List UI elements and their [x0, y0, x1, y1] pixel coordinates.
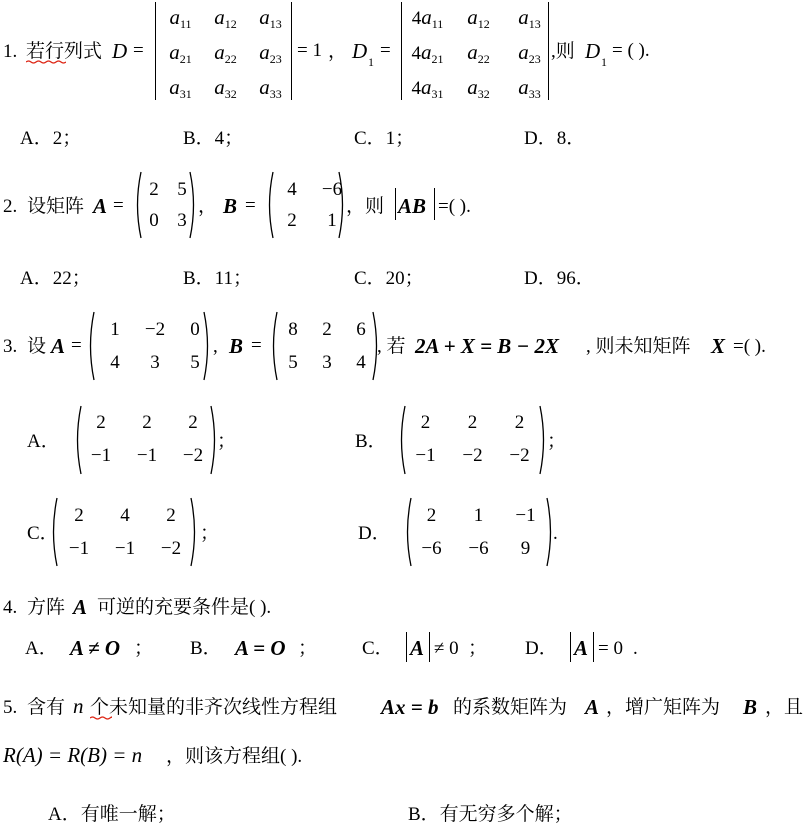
matrix-cell: −1 [136, 445, 158, 466]
q2-det-expr: AB [398, 194, 427, 218]
left-paren [398, 406, 406, 474]
matrix-cell: 2 [96, 412, 106, 433]
q5-rank-expr: R(A) = R(B) = n [3, 743, 143, 767]
q4-c-A: A [410, 636, 425, 660]
q3-option-c-label: C． [27, 523, 59, 544]
q5-option-b: B．有无穷多个解； [408, 804, 573, 825]
matrix-cell: 4 [120, 505, 130, 526]
matrix-cell: $a_{13}$ [259, 5, 282, 31]
q3-option-c-end: ； [200, 523, 220, 544]
matrix-cell: −2 [144, 319, 166, 340]
q2-option-a: A．22； [20, 268, 91, 289]
matrix-cell: $4a_{11}$ [411, 5, 444, 31]
q2-det-left-bar [395, 188, 396, 220]
q2-B-eq: = [245, 195, 256, 216]
q4-number: 4. [3, 597, 18, 618]
matrix-cell: 2 [188, 412, 198, 433]
matrix-cell: −2 [509, 445, 530, 466]
q1-number: 1. [3, 41, 18, 62]
matrix-cell: 2 [426, 505, 437, 526]
q1-ask-sub: 1 [601, 55, 607, 69]
q1-option-b: B．4； [183, 128, 244, 149]
q1-D1-eq: = [380, 40, 391, 61]
left-paren [50, 498, 58, 566]
q3-ask-tail: =( ). [733, 336, 766, 357]
matrix-cell: 2 [467, 412, 478, 433]
q5-line1-e: ，且 [765, 697, 804, 718]
q2-then: ，则 [346, 196, 385, 217]
q3-equation: 2A + X = B − 2X [415, 334, 560, 358]
matrix-cell: −2 [462, 445, 483, 466]
matrix-cell: −1 [90, 445, 112, 466]
q3-option-a-end: ； [217, 431, 237, 452]
q5-Ax-b: Ax = b [381, 695, 439, 719]
q3-A-symbol: A [51, 334, 66, 358]
matrix-cell: −1 [114, 538, 136, 559]
matrix-cell: 1 [110, 319, 120, 340]
matrix-cell: $a_{22}$ [214, 40, 237, 66]
left-paren [74, 406, 82, 474]
q4-option-a-label: A． [25, 638, 58, 659]
q5-number: 5. [3, 697, 18, 718]
matrix-cell: 6 [356, 319, 366, 340]
matrix-cell: $a_{23}$ [259, 40, 282, 66]
q5-line1-a: 含有 [27, 697, 66, 718]
q2-ask-tail: =( ). [438, 196, 471, 217]
q1-D1-label: D [352, 39, 368, 63]
matrix-cell: −1 [415, 445, 436, 466]
q1-D-value: = 1 [297, 40, 322, 61]
q4-option-a-expr: A ≠ O [70, 636, 121, 660]
q2-B-symbol: B [223, 194, 238, 218]
matrix-cell: $a_{23}$ [518, 40, 541, 66]
q5-A: A [585, 695, 600, 719]
q3-stem-post: , 则未知矩阵 [586, 336, 691, 357]
q4-option-a-end: ； [134, 638, 154, 659]
q3-option-a-label: A． [27, 431, 60, 452]
matrix-cell: 2 [74, 505, 84, 526]
q3-option-b-end: ； [547, 431, 567, 452]
matrix-cell: 9 [520, 538, 531, 559]
q4-option-b-label: B． [190, 638, 222, 659]
matrix-cell: 0 [149, 210, 159, 231]
matrix-cell: −6 [421, 538, 442, 559]
q2-option-d: D．96． [524, 268, 595, 289]
matrix-cell: 2 [420, 412, 431, 433]
right-paren [190, 498, 198, 566]
q4-stem-pre: 方阵 [27, 597, 66, 618]
q4-option-d-label: D． [525, 638, 558, 659]
matrix-cell: 2 [287, 210, 297, 231]
matrix-cell: 1 [473, 505, 484, 526]
q1-ask-tail: = ( ). [612, 40, 650, 61]
matrix-cell: $a_{33}$ [259, 75, 282, 101]
q4-option-c-expr: ≠ 0 [434, 638, 459, 659]
q3-sep: , [213, 336, 218, 357]
q1-comma: ， [328, 41, 348, 62]
matrix-cell: $a_{13}$ [518, 5, 541, 31]
matrix-cell: 3 [322, 352, 332, 373]
matrix-cell: $a_{12}$ [467, 5, 490, 31]
matrix-cell: $a_{22}$ [467, 40, 490, 66]
q2-option-c: C．20； [354, 268, 424, 289]
q3-stem-pre: 设 [27, 336, 47, 357]
matrix-cell: 4 [287, 179, 297, 200]
q4-option-c-label: C． [362, 638, 394, 659]
matrix-cell: 4 [356, 352, 366, 373]
q3-option-d-end: . [553, 523, 558, 544]
q4-option-b-end: ； [298, 638, 318, 659]
q2-sep: ， [198, 196, 218, 217]
q2-number: 2. [3, 196, 18, 217]
q2-det-right-bar [434, 188, 435, 220]
matrix-cell: $a_{32}$ [214, 75, 237, 101]
q5-line1-d: ，增广矩阵为 [606, 697, 721, 718]
matrix-cell: 1 [327, 210, 337, 231]
q2-option-b: B．11； [183, 268, 252, 289]
q4-A-symbol: A [73, 595, 88, 619]
matrix-cell: $a_{31}$ [169, 75, 192, 101]
matrix-cell: $a_{32}$ [467, 75, 490, 101]
matrix-cell: 2 [149, 179, 159, 200]
q4-c-bar-left [406, 632, 407, 662]
q4-d-bar-left [570, 632, 571, 662]
matrix-cell: 8 [288, 319, 298, 340]
matrix-cell: 3 [177, 210, 187, 231]
q2-stem-pre: 设矩阵 [27, 196, 85, 217]
q1-ask-label: D [585, 39, 601, 63]
matrix-cell: $a_{21}$ [169, 40, 192, 66]
matrix-cell: −1 [68, 538, 90, 559]
left-paren [266, 172, 274, 238]
q4-d-A: A [574, 636, 589, 660]
q5-line1-b: 个未知量的非齐次线性方程组 [90, 697, 338, 718]
q3-B-symbol: B [229, 334, 244, 358]
q2-A-symbol: A [93, 194, 108, 218]
matrix-cell: −2 [160, 538, 182, 559]
q1-option-a: A．2； [20, 128, 82, 149]
right-paren [189, 172, 197, 238]
q5-n: n [73, 694, 84, 718]
spellcheck-underline [90, 716, 112, 720]
q1-D1-sub: 1 [368, 55, 374, 69]
matrix-cell: 2 [322, 319, 332, 340]
spellcheck-underline [26, 60, 66, 64]
left-paren [270, 312, 278, 380]
q5-line1-c: 的系数矩阵为 [453, 697, 568, 718]
q4-d-bar-right [593, 632, 594, 662]
matrix-cell: 3 [150, 352, 160, 373]
matrix-cell: $4a_{21}$ [411, 40, 444, 66]
q2-A-eq: = [113, 195, 124, 216]
q5-line2-tail: ，则该方程组( ). [166, 746, 303, 767]
matrix-cell: 2 [142, 412, 152, 433]
matrix-cell: 5 [177, 179, 187, 200]
matrix-cell: 5 [288, 352, 298, 373]
q3-option-d-label: D． [358, 523, 391, 544]
left-paren [134, 172, 142, 238]
q3-B-eq: = [251, 335, 262, 356]
q4-stem-post: 可逆的充要条件是( ). [97, 597, 272, 618]
right-paren [539, 406, 547, 474]
q4-option-d-expr: = 0 [598, 638, 623, 659]
q1-D-label: D [112, 39, 128, 63]
q5-option-a: A．有唯一解； [48, 804, 176, 825]
matrix-cell: −6 [468, 538, 489, 559]
matrix-cell: −2 [182, 445, 204, 466]
right-paren [338, 172, 346, 238]
q1-stem-post: ,则 [551, 41, 575, 62]
q5-B: B [743, 695, 758, 719]
q1-stem-pre: 若行列式 [26, 41, 103, 62]
q4-option-b-expr: A = O [235, 636, 286, 660]
q3-number: 3. [3, 336, 18, 357]
matrix-cell: 2 [166, 505, 176, 526]
q3-option-b-label: B． [355, 431, 387, 452]
matrix-cell: $a_{12}$ [214, 5, 237, 31]
left-paren [87, 312, 95, 380]
q3-X-symbol: X [711, 334, 726, 358]
q1-eq: = [133, 40, 144, 61]
matrix-cell: 4 [110, 352, 120, 373]
q1-option-c: C．1； [354, 128, 415, 149]
q1-D-left-bar [155, 2, 156, 100]
q1-option-d: D．8． [524, 128, 586, 149]
q3-stem-mid: , 若 [377, 336, 406, 357]
q4-c-bar-right [429, 632, 430, 662]
right-paren [203, 312, 211, 380]
left-paren [404, 498, 412, 566]
matrix-cell: 2 [514, 412, 525, 433]
matrix-cell: $4a_{31}$ [411, 75, 444, 101]
matrix-cell: 0 [190, 319, 200, 340]
matrix-cell: 5 [190, 352, 200, 373]
q4-option-c-end: ； [468, 638, 488, 659]
q3-A-eq: = [71, 335, 82, 356]
matrix-cell: −1 [515, 505, 536, 526]
q4-option-d-end: . [633, 638, 638, 659]
matrix-cell: $a_{33}$ [518, 75, 541, 101]
matrix-cell: −6 [321, 179, 343, 200]
matrix-cell: $a_{11}$ [169, 5, 192, 31]
